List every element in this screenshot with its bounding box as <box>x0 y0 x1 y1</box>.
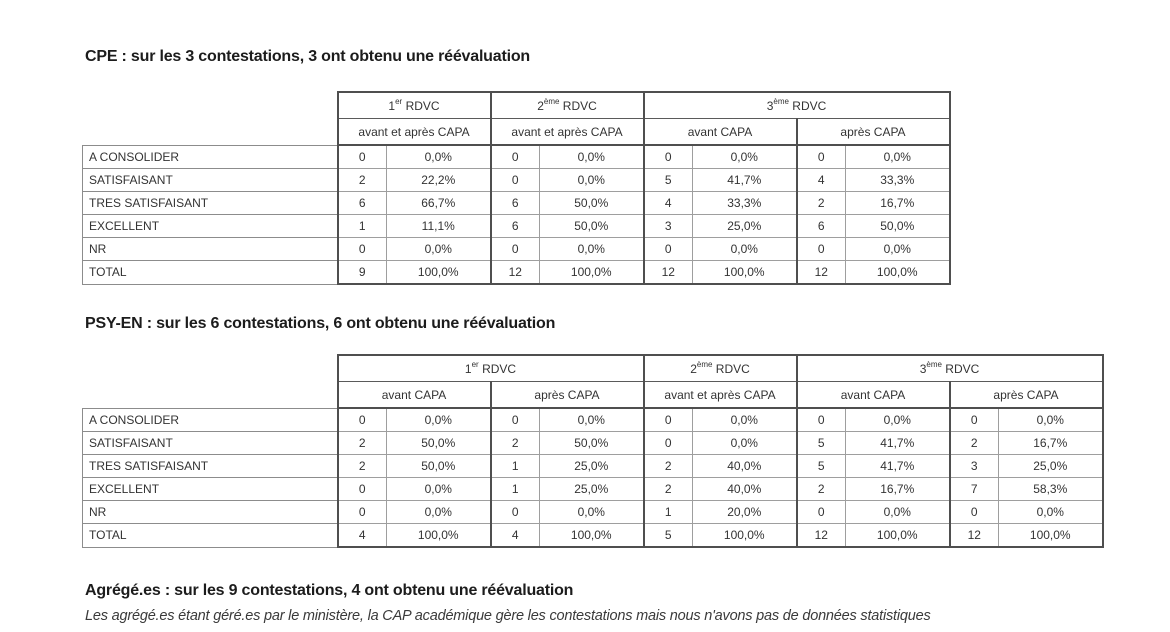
percent-cell: 0,0% <box>540 145 644 169</box>
psy-en-table-row <box>83 432 1103 455</box>
count-cell: 6 <box>491 192 540 215</box>
psy-en-group-header-2: 2ème RDVC <box>644 355 797 382</box>
psy-en-table-row <box>83 524 1103 548</box>
percent-cell: 0,0% <box>387 238 491 261</box>
percent-cell: 0,0% <box>540 169 644 192</box>
percent-cell: 0,0% <box>387 478 491 501</box>
percent-cell: 100,0% <box>693 261 797 285</box>
percent-cell: 100,0% <box>846 524 950 548</box>
count-cell: 0 <box>338 478 387 501</box>
percent-cell: 0,0% <box>999 408 1103 432</box>
count-cell: 3 <box>950 455 999 478</box>
count-cell: 0 <box>338 238 387 261</box>
count-cell: 0 <box>491 145 540 169</box>
cpe-table-row <box>83 261 950 285</box>
agrege-heading: Agrégé.es : sur les 9 contestations, 4 ont obtenu une réévaluation <box>85 582 574 599</box>
count-cell: 2 <box>338 432 387 455</box>
cpe-group-header-2: 2ème RDVC <box>491 92 644 119</box>
section-cpe <box>85 48 1125 285</box>
count-cell: 2 <box>338 455 387 478</box>
header-spacer <box>83 92 338 119</box>
percent-cell: 50,0% <box>846 215 950 238</box>
count-cell: 0 <box>491 501 540 524</box>
cpe-subgroup-header-3: avant CAPA <box>644 119 797 146</box>
count-cell: 0 <box>491 238 540 261</box>
percent-cell: 50,0% <box>540 432 644 455</box>
psy-en-table-row <box>83 455 1103 478</box>
percent-cell: 0,0% <box>693 432 797 455</box>
percent-cell: 0,0% <box>846 501 950 524</box>
percent-cell: 40,0% <box>693 478 797 501</box>
count-cell: 6 <box>338 192 387 215</box>
percent-cell: 20,0% <box>693 501 797 524</box>
count-cell: 2 <box>797 192 846 215</box>
ordinal-superscript: er <box>395 96 403 106</box>
header-spacer <box>83 382 338 409</box>
percent-cell: 0,0% <box>846 408 950 432</box>
percent-cell: 41,7% <box>846 455 950 478</box>
row-label-cell: TRES SATISFAISANT <box>83 192 338 215</box>
psy-en-subgroup-header-2: après CAPA <box>491 382 644 409</box>
cpe-heading: CPE : sur les 3 contestations, 3 ont obtenu une réévaluation <box>85 48 530 65</box>
percent-cell: 33,3% <box>846 169 950 192</box>
count-cell: 0 <box>644 145 693 169</box>
psy-en-subgroup-header-1: avant CAPA <box>338 382 491 409</box>
count-cell: 1 <box>338 215 387 238</box>
psy-en-group-header-3: 3ème RDVC <box>797 355 1103 382</box>
percent-cell: 16,7% <box>846 192 950 215</box>
cpe-subgroup-header-1: avant et après CAPA <box>338 119 491 146</box>
psy-en-table-row <box>83 478 1103 501</box>
percent-cell: 0,0% <box>693 408 797 432</box>
psy-en-group-header-1: 1er RDVC <box>338 355 644 382</box>
percent-cell: 100,0% <box>540 261 644 285</box>
cpe-group-header-1: 1er RDVC <box>338 92 491 119</box>
header-spacer <box>83 119 338 146</box>
row-label-cell: TOTAL <box>83 261 338 285</box>
count-cell: 6 <box>491 215 540 238</box>
percent-cell: 0,0% <box>693 145 797 169</box>
row-label-cell: EXCELLENT <box>83 215 338 238</box>
percent-cell: 41,7% <box>846 432 950 455</box>
row-label-cell: SATISFAISANT <box>83 169 338 192</box>
percent-cell: 0,0% <box>387 408 491 432</box>
percent-cell: 50,0% <box>540 192 644 215</box>
percent-cell: 0,0% <box>693 238 797 261</box>
count-cell: 7 <box>950 478 999 501</box>
percent-cell: 0,0% <box>540 238 644 261</box>
cpe-subgroup-header-4: après CAPA <box>797 119 950 146</box>
cpe-results-table <box>82 91 951 285</box>
psy-en-subgroup-header-4: avant CAPA <box>797 382 950 409</box>
count-cell: 12 <box>797 261 846 285</box>
percent-cell: 100,0% <box>540 524 644 548</box>
header-spacer <box>83 355 338 382</box>
row-label-cell: SATISFAISANT <box>83 432 338 455</box>
count-cell: 6 <box>797 215 846 238</box>
count-cell: 2 <box>950 432 999 455</box>
row-label-cell: TRES SATISFAISANT <box>83 455 338 478</box>
row-label-cell: NR <box>83 238 338 261</box>
psy-en-table-wrap <box>82 354 1125 548</box>
count-cell: 12 <box>644 261 693 285</box>
count-cell: 0 <box>950 408 999 432</box>
percent-cell: 25,0% <box>540 455 644 478</box>
count-cell: 0 <box>797 238 846 261</box>
count-cell: 2 <box>644 478 693 501</box>
count-cell: 12 <box>797 524 846 548</box>
cpe-subgroup-header-2: avant et après CAPA <box>491 119 644 146</box>
count-cell: 0 <box>491 408 540 432</box>
count-cell: 2 <box>797 478 846 501</box>
count-cell: 2 <box>491 432 540 455</box>
psy-en-results-table <box>82 354 1104 548</box>
percent-cell: 50,0% <box>540 215 644 238</box>
percent-cell: 16,7% <box>999 432 1103 455</box>
count-cell: 9 <box>338 261 387 285</box>
cpe-table-row <box>83 169 950 192</box>
percent-cell: 16,7% <box>846 478 950 501</box>
percent-cell: 0,0% <box>540 408 644 432</box>
percent-cell: 22,2% <box>387 169 491 192</box>
count-cell: 4 <box>797 169 846 192</box>
percent-cell: 41,7% <box>693 169 797 192</box>
count-cell: 5 <box>797 455 846 478</box>
count-cell: 0 <box>644 238 693 261</box>
section-psy-en <box>85 315 1125 548</box>
count-cell: 4 <box>491 524 540 548</box>
count-cell: 5 <box>644 524 693 548</box>
count-cell: 1 <box>644 501 693 524</box>
ordinal-superscript: ème <box>696 359 713 369</box>
count-cell: 0 <box>797 145 846 169</box>
section-agrege <box>85 582 1125 625</box>
percent-cell: 50,0% <box>387 455 491 478</box>
percent-cell: 100,0% <box>999 524 1103 548</box>
psy-en-table-row <box>83 408 1103 432</box>
ordinal-superscript: ème <box>926 359 942 369</box>
percent-cell: 0,0% <box>540 501 644 524</box>
count-cell: 0 <box>950 501 999 524</box>
percent-cell: 58,3% <box>999 478 1103 501</box>
percent-cell: 100,0% <box>846 261 950 285</box>
percent-cell: 66,7% <box>387 192 491 215</box>
percent-cell: 40,0% <box>693 455 797 478</box>
percent-cell: 0,0% <box>387 145 491 169</box>
percent-cell: 100,0% <box>387 261 491 285</box>
percent-cell: 25,0% <box>999 455 1103 478</box>
count-cell: 0 <box>338 145 387 169</box>
cpe-table-row <box>83 192 950 215</box>
count-cell: 0 <box>797 501 846 524</box>
psy-en-table-row <box>83 501 1103 524</box>
cpe-table-wrap <box>82 91 1125 285</box>
count-cell: 12 <box>491 261 540 285</box>
psy-en-subgroup-header-5: après CAPA <box>950 382 1103 409</box>
count-cell: 3 <box>644 215 693 238</box>
count-cell: 2 <box>338 169 387 192</box>
cpe-group-header-3: 3ème RDVC <box>644 92 950 119</box>
cpe-table-row <box>83 238 950 261</box>
percent-cell: 33,3% <box>693 192 797 215</box>
row-label-cell: TOTAL <box>83 524 338 548</box>
percent-cell: 0,0% <box>846 145 950 169</box>
count-cell: 5 <box>644 169 693 192</box>
cpe-table-row <box>83 215 950 238</box>
count-cell: 0 <box>338 408 387 432</box>
percent-cell: 100,0% <box>387 524 491 548</box>
ordinal-superscript: ème <box>543 96 560 106</box>
count-cell: 1 <box>491 455 540 478</box>
agrege-note: Les agrégé.es étant géré.es par le ministère, la CAP académique gère les contestations mais nous n'avons pas de données statistiques <box>85 608 931 624</box>
count-cell: 0 <box>338 501 387 524</box>
count-cell: 4 <box>338 524 387 548</box>
count-cell: 2 <box>644 455 693 478</box>
percent-cell: 25,0% <box>540 478 644 501</box>
count-cell: 4 <box>644 192 693 215</box>
cpe-table-row <box>83 145 950 169</box>
count-cell: 1 <box>491 478 540 501</box>
percent-cell: 100,0% <box>693 524 797 548</box>
percent-cell: 11,1% <box>387 215 491 238</box>
row-label-cell: A CONSOLIDER <box>83 408 338 432</box>
row-label-cell: EXCELLENT <box>83 478 338 501</box>
percent-cell: 0,0% <box>846 238 950 261</box>
count-cell: 0 <box>644 408 693 432</box>
percent-cell: 0,0% <box>999 501 1103 524</box>
row-label-cell: A CONSOLIDER <box>83 145 338 169</box>
percent-cell: 0,0% <box>387 501 491 524</box>
count-cell: 5 <box>797 432 846 455</box>
document-page <box>85 48 1125 625</box>
count-cell: 12 <box>950 524 999 548</box>
psy-en-subgroup-header-3: avant et après CAPA <box>644 382 797 409</box>
psy-en-heading: PSY-EN : sur les 6 contestations, 6 ont obtenu une réévaluation <box>85 315 556 332</box>
count-cell: 0 <box>644 432 693 455</box>
percent-cell: 25,0% <box>693 215 797 238</box>
ordinal-superscript: ème <box>773 96 789 106</box>
percent-cell: 50,0% <box>387 432 491 455</box>
ordinal-superscript: er <box>471 359 479 369</box>
count-cell: 0 <box>491 169 540 192</box>
row-label-cell: NR <box>83 501 338 524</box>
count-cell: 0 <box>797 408 846 432</box>
